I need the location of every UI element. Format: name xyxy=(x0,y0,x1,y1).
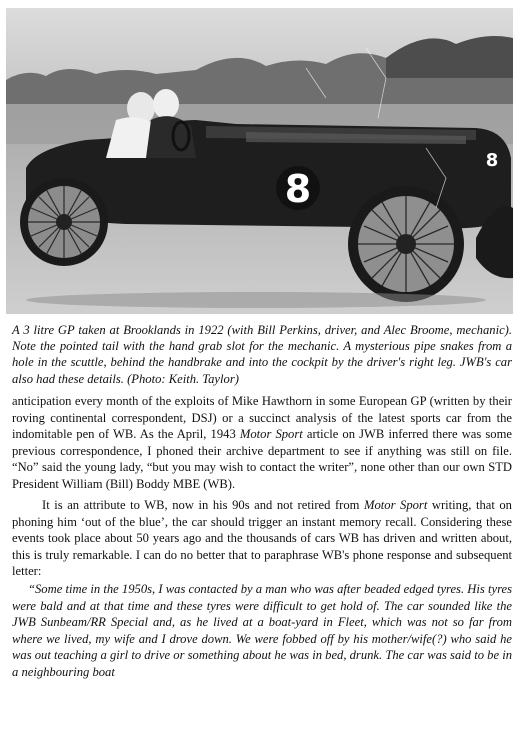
race-car-photo xyxy=(6,8,513,314)
paragraph-1: anticipation every month of the exploits of Mike Hawthorn in some European GP (written by their roving continental correspondent, DSJ) or a succinct analysis of the latest sports car from the indomitable pen of WB. As the April, 1943 Motor Sport article on JWB inferred there was some previous correspondence, I phoned their archive department to see if anything was still on file. “No” said the young lady, “but you may wish to contact the writer”, none other than our own STD President William (Bill) Boddy MBE (WB). xyxy=(12,394,512,491)
car-number: 8 xyxy=(284,167,312,211)
photo-caption: A 3 litre GP taken at Brooklands in 1922 (with Bill Perkins, driver, and Alec Broome, mechanic). Note the pointed tail with the hand grab slot for the mechanic. A mysterious pipe snakes from a hole in the scuttle, behind the handbrake and into the cockpit by the driver's right leg. JWB's car also had these details. (Photo: Keith. Taylor) xyxy=(12,323,512,386)
svg-text:8: 8 xyxy=(485,150,499,171)
magazine-title: Motor Sport xyxy=(363,498,428,512)
vintage-race-car-photo-icon xyxy=(6,8,513,314)
magazine-title: Motor Sport xyxy=(239,427,303,442)
quoted-letter: “Some time in the 1950s, I was contacted by a man who was after beaded edged tyres. His tyres were bald and at that time and these tyres were difficult to get hold of. The car sounded like the JWB Sunbeam/RR Special and, as he lived at a boat-yard in Fleet, which was not so far from where we lived, my wife and I drove down. We were fobbed off by his mother/wife(?) who said he was out teaching a girl to drive or something about he was in bed, drunk. The car was said to be in a neighbouring boat xyxy=(12,582,512,679)
paragraph-2: It is an attribute to WB, now in his 90s and not retired from Motor Sport writing, that on phoning him ‘out of the blue’, the car should trigger an instant memory recall. Considering these events took place about 50 years ago and the thousands of cars WB has driven and written about, this is truly remarkable. I can do no better that to paraphrase WB's phone response and subsequent letter: xyxy=(12,498,512,579)
